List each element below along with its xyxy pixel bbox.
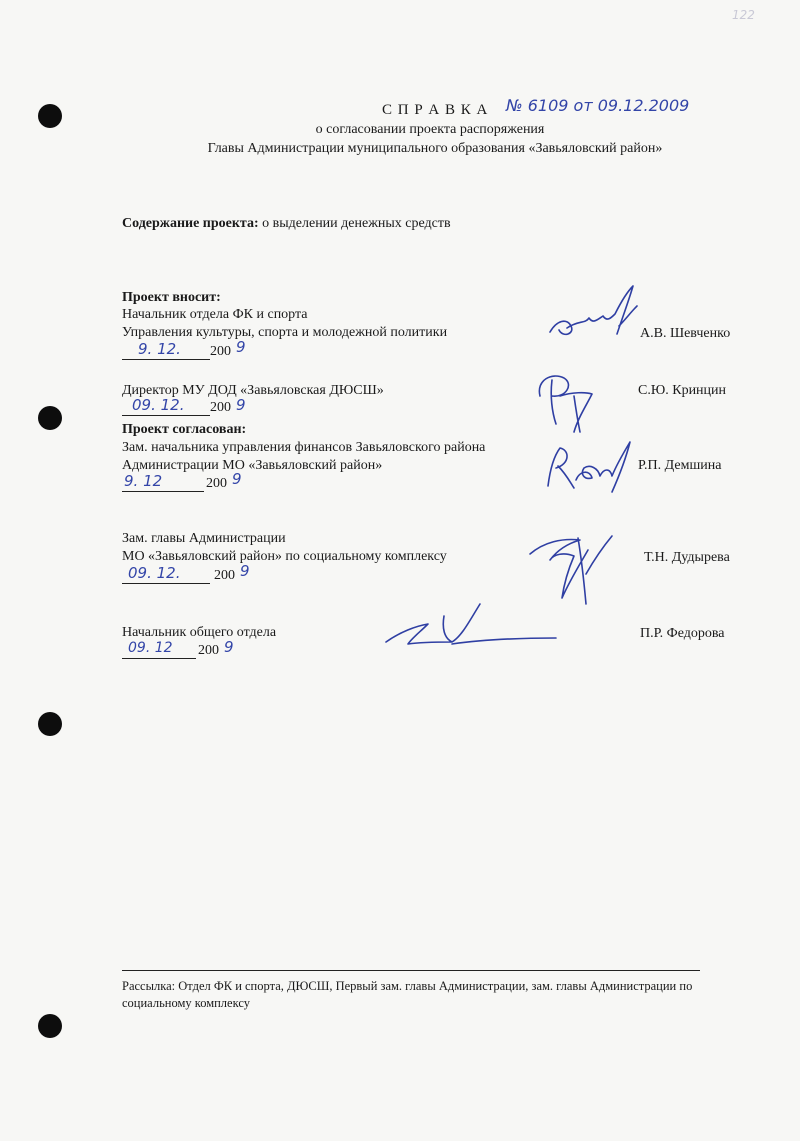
- general-line-1: Начальник общего отдела: [122, 625, 277, 640]
- distribution-separator: [122, 970, 700, 971]
- general-year: 9: [224, 638, 234, 656]
- general-year-prefix: 200: [198, 643, 219, 658]
- deputy-date: 09. 12.: [128, 564, 181, 582]
- content-label: Содержание проекта:: [122, 216, 259, 231]
- introduced-heading: Проект вносит:: [122, 290, 221, 305]
- content-line: [122, 216, 451, 232]
- director-name: С.Ю. Кринцин: [638, 383, 727, 398]
- deputy-date-line: [122, 583, 210, 584]
- director-line-1: Директор МУ ДОД «Завьяловская ДЮСШ»: [122, 383, 384, 398]
- deputy-line-1: Зам. главы Администрации: [122, 531, 286, 546]
- director-year-prefix: 200: [210, 400, 231, 415]
- header-subtitle-2: Главы Администрации муниципального образования «Завьяловский район»: [207, 141, 663, 156]
- deputy-line-2: МО «Завьяловский район» по социальному комплексу: [122, 549, 447, 564]
- document-title: С П Р А В К А: [382, 102, 489, 118]
- deputy-name: Т.Н. Дудырева: [644, 550, 730, 565]
- director-date: 09. 12.: [132, 396, 185, 414]
- approved-date-line: [122, 491, 204, 492]
- general-date: 09. 12: [128, 640, 173, 656]
- approved-name: Р.П. Демшина: [638, 458, 722, 473]
- signature-krintsin: [530, 366, 600, 436]
- introduced-name: А.В. Шевченко: [640, 326, 731, 341]
- document-number-handwritten: № 6109 от 09.12.2009: [506, 96, 690, 115]
- introduced-line-2: Управления культуры, спорта и молодежной политики: [122, 325, 448, 340]
- approved-heading: Проект согласован:: [122, 422, 247, 437]
- distribution-line-1: Рассылка: Отдел ФК и спорта, ДЮСШ, Первый зам. главы Администрации, зам. главы Администрации по: [122, 979, 693, 993]
- deputy-year-prefix: 200: [214, 568, 235, 583]
- content-text: о выделении денежных средств: [262, 216, 451, 231]
- punch-hole-4: [38, 1014, 62, 1038]
- introduced-year-prefix: 200: [210, 344, 231, 359]
- introduced-date-line: [122, 359, 210, 360]
- introduced-date: 9. 12.: [138, 340, 181, 358]
- approved-date: 9. 12: [124, 472, 163, 490]
- punch-hole-2: [38, 406, 62, 430]
- punch-hole-3: [38, 712, 62, 736]
- corner-note: 122: [732, 8, 755, 22]
- approved-year: 9: [232, 470, 242, 488]
- general-date-line: [122, 658, 196, 659]
- introduced-line-1: Начальник отдела ФК и спорта: [122, 307, 308, 322]
- general-name: П.Р. Федорова: [640, 626, 725, 641]
- distribution-line-2: социальному комплексу: [122, 996, 250, 1010]
- signature-demshina: [540, 430, 635, 505]
- header-subtitle-1: о согласовании проекта распоряжения: [315, 122, 545, 137]
- approved-line-2: Администрации МО «Завьяловский район»: [122, 458, 383, 473]
- director-date-line: [122, 415, 210, 416]
- approved-year-prefix: 200: [206, 476, 227, 491]
- deputy-year: 9: [240, 562, 250, 580]
- signature-shevchenko: [545, 280, 640, 350]
- introduced-year: 9: [236, 338, 246, 356]
- signature-fedorova: [380, 596, 560, 656]
- director-year: 9: [236, 396, 246, 414]
- approved-line-1: Зам. начальника управления финансов Завьяловского района: [122, 440, 486, 455]
